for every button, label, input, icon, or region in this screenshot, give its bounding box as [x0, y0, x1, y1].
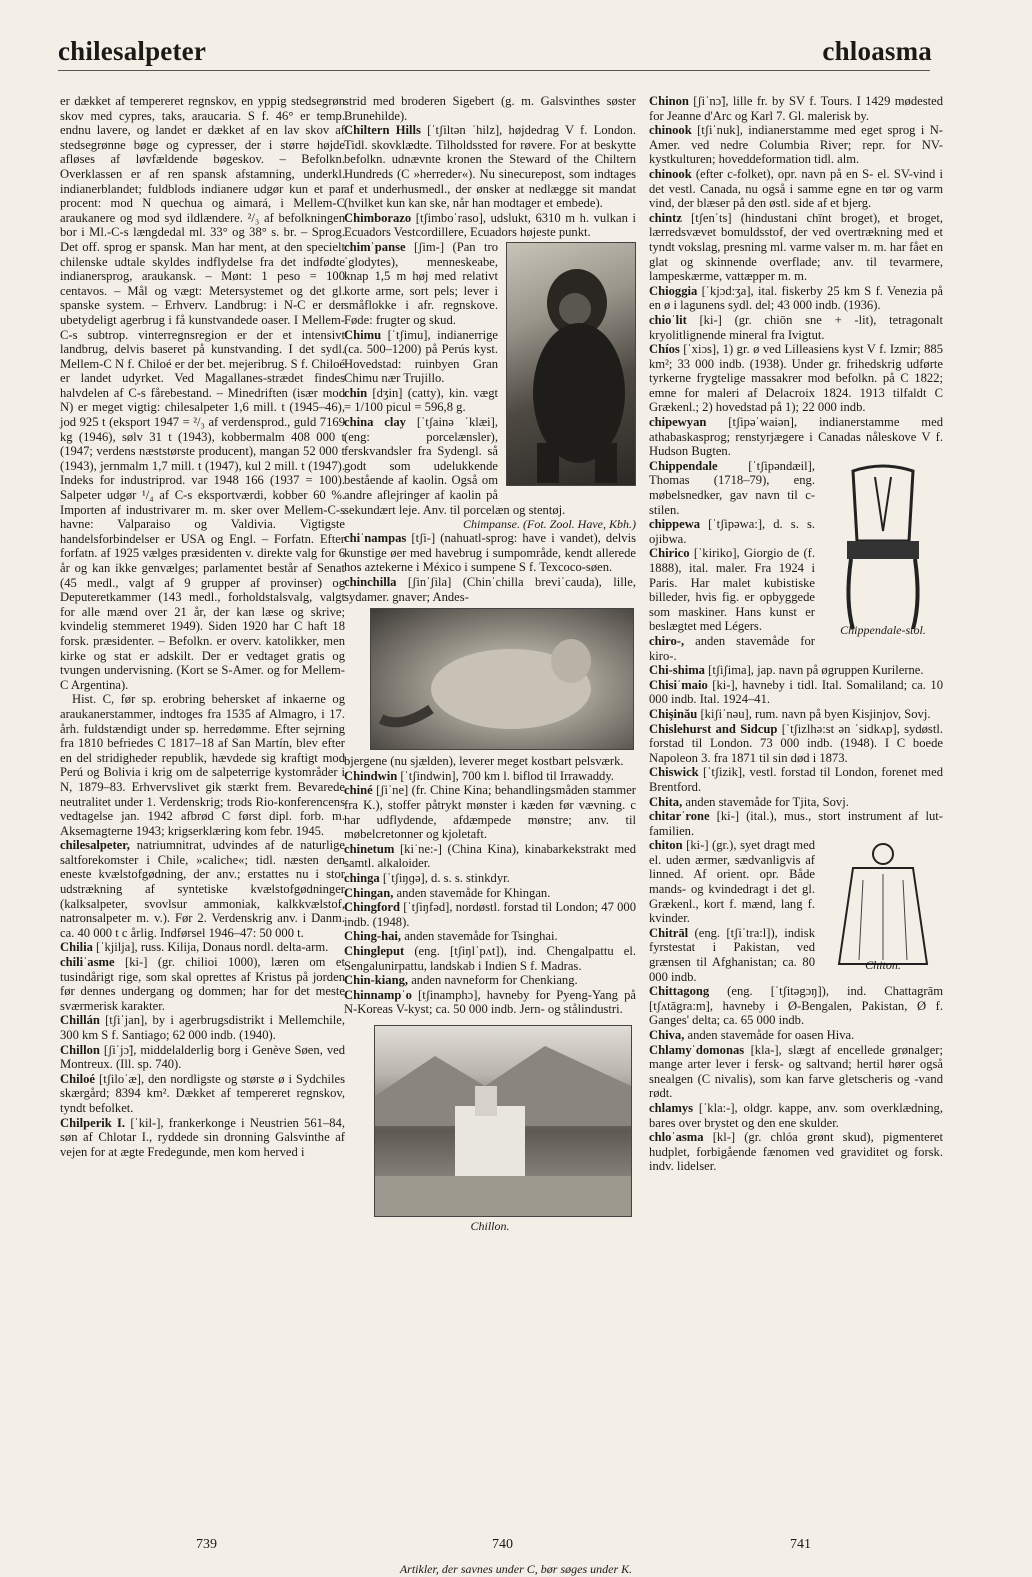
page-number-741: 741: [790, 1537, 811, 1552]
headword: Chinon: [649, 94, 689, 108]
entry-chinga: chinga [ˈtʃiŋɡə], d. s. s. stinkdyr.: [344, 870, 510, 885]
headword: chinetum: [344, 841, 395, 856]
entry-chisimaio: Chisiˈmaio [ki-], havneby i tidl. Ital. Somaliland; ca. 10 000 indb. Ital. 1924–41.: [649, 677, 943, 707]
entry-chios: Chíos [ˈxiɔs], 1) gr. ø ved Lilleasiens kyst V f. Izmir; 885 km²; 33 000 indb. (1938). Under gr. frihedskrig udførte tyrkerne frygtelige massakrer mod befolkn. på C 1822; emne for maleri af Delacroix 1824. 1913 tilfaldt C Grækenl.; 2) hovedstad på 1); 22 000 indb.: [649, 342, 943, 415]
entry-chiva: Chiva, anden stavemåde for oasen Hiva.: [649, 1028, 855, 1042]
headword: Chillán: [60, 1013, 100, 1028]
headword: Chirico: [649, 546, 690, 561]
entry-chilia: Chilia [ˈkjilja], russ. Kilija, Donaus nordl. delta-arm.: [60, 940, 329, 955]
column-2: [344, 94, 636, 1233]
entry-chiloe: Chiloé [tʃiloˈæ], den nordligste og største ø i Sydchiles skærgård; 8394 km². Dækket af tempereret regnskov, tyndt befolket.: [60, 1071, 345, 1115]
chippendale-caption: Chippendale-stol.: [840, 622, 926, 637]
entry-chippewa: chippewa [ˈtʃipəwa:], d. s. s. ojibwa.: [649, 517, 815, 546]
entry-chislehurst: Chislehurst and Sidcup [ˈtʃizlhə:st ən ˈsidkʌp], sydøstl. forstad til London. 73 000 indb. (1948). I C boede Napoleon 3. fra 1871 til sin død i 1873.: [649, 721, 943, 765]
headword: Chiva,: [649, 1028, 685, 1042]
headword: Chişinău: [649, 706, 698, 721]
running-head-right: chloasma: [822, 36, 932, 66]
headword: Chilia: [60, 940, 93, 955]
entry-chitral: Chitrāl (eng. [tʃiˈtra:l]), indisk fyrstestat i Pakistan, ved grænsen til Afghanistan; ca. 80 000 indb.: [649, 925, 815, 984]
headword: Chlamyˈdomonas: [649, 1042, 745, 1057]
headword: chiné: [344, 783, 373, 798]
entry-chinook-people: chinook [tʃiˈnuk], indianerstamme med eget sprog i N-Amer. ved nedre Columbia River; repr. for NV-kystkulturen; hoveddeformation tidl. alm.: [649, 123, 943, 167]
headword: chitarˈrone: [649, 809, 710, 824]
page-footer-note: Artikler, der savnes under C, bør søges under K.: [399, 1562, 633, 1576]
column-3: [649, 94, 943, 1174]
entry-chirico: Chirico [ˈkiriko], Giorgio de (f. 1888), ital. maler. Fra 1924 i Paris. Har malet kubistiske billeder, hvis fig. er opbyggede som maskiner. Hans kunst er beslægtet med Légers.: [649, 546, 815, 634]
entry-paragraph: er dækket af tempereret regnskov, en yppig stedsegrøn skov med cypres, taks, araucaria. S f. 46° er temp. endnu lavere, og landet er dækket af en lav skov af stedsegrønne bøge og cypresser, der i større højde afløses af løvfældende bøgeskov. – Befolkn. Overklassen er af ren spansk afstamning, underkl. indianerblandet; fuldblods indianere udgør kun et par procent: mod N quechua og aimará, i Mellem-C araukanere og mod syd ildlændere. ²/₃ af befolkningen bor i Ml.-C-s længdedal ml. 33° og 38° s. br. – Sprog. Det off. sprog er spansk. Man har ment, at den specielt chilenske udtale skyldes indflydelse fra det indfødte indianersprog, araukansk. – Mønt: 1 peso = 100 centavos. – Mål og vægt: Metersystemet og det gl. spanske system. – Erhverv. Landbrug: i N-C er der ubetydeligt agerbrug i få kunstvandede oaser. I Mellem-C-s subtrop. vinterregnsregion er der et intensivt landbrug, delvis baseret på kunstvanding. I det sydl. Mellem-C N f. Chiloé er der bet. mejeribrug. S f. Chiloé er landet udyrket. Ved Magallanes-strædet findes halvdelen af C-s fårebestand. – Minedriften (især mod N) er meget vigtig: chilesalpeter 1,6 mill. t (1945–46), jod 925 t (eksport 1947 = ²/₃ af verdensprod., guld 7169 kg (1946), sølv 31 t (1943), kobbermalm 408 000 t (1947; verdens næststørste producent), mangan 52 000 t (1943), jernmalm 1,7 mill. t (1947), kul 2 mill. t (1947). Indeks for industriprod. var 1948 166 (1937 = 100). Salpeter udgør ¹/₄ af C-s eksportværdi, kobber 60 %. Importen af industrivarer m. m. sker over Mellem-C-s havne: Valparaiso og Valdivia. Vigtigste handelsforbindelser er USA og Engl. – Forfatn. Efter forfatn. af 1925 vælges præsidenten v. direkte valg for 6 år og kan ikke genvælges; parlamentet består af Senat (45 medl., valgt af 9 grupper af provinser) og Deputeretkammer (143 medl., forholdstalsvalg, valgt for alle mænd over 21 år, der kan læse og skrive; kvindelig stemmeret 1949). Siden 1920 har C haft 18 forsk. præsidenter. – Befolkn. er overv. katolikker, men kirke og stat er adskilt. Der er vedtaget gratis og tvungen undervisning. (Kort se S-Amer. og for Mellem-C Argentina).: [60, 94, 345, 692]
entry-chiswick: Chiswick [ˈtʃizik], vestl. forstad til London, forenet med Brentford.: [649, 765, 943, 794]
chillon-figure-icon: [375, 1026, 631, 1216]
chiton-caption: Chiton.: [865, 958, 901, 973]
headword: Chi-shima: [649, 663, 705, 678]
entry-chinampas: chiˈnampas [tʃi-] (nahuatl-sprog: have i vandet), delvis kunstige øer med havebrug i sumpområde, kendt allerede hos aztekerne i México i sumpene S f. Texcoco-søen.: [344, 531, 636, 575]
headword: chinchilla: [344, 575, 397, 589]
entry-chingleput: Chingleput (eng. [tʃiŋlˈpʌt]), ind. Chengalpattu el. Sengalunirpattu, landskab i Indien S f. Madras.: [344, 943, 636, 973]
headword: chipewyan: [649, 415, 707, 430]
chiton-illustration: [823, 840, 943, 972]
headword: Chimborazo: [344, 210, 412, 225]
headword: Chippendale: [649, 458, 718, 473]
headword: Chilperik I.: [60, 1115, 126, 1130]
page-number-739: 739: [196, 1537, 217, 1552]
entry-chintz: chintz [tʃenˈts] (hindustani chīnt broget), et broget, lærredsvævet bomuldsstof, der ved overtrækning med et tyndt vokslag, presning ml. varme valser m. m. har fået en glat og skinnende overflade; anv. til tevarmere, lampeskærme, vattæpper m. m.: [649, 210, 943, 284]
entry-chillan: Chillán [tʃiˈjan], by i agerbrugsdistrikt i Mellemchile, 300 km S f. Santiago; 62 000 indb. (1940).: [60, 1013, 345, 1042]
headword: Chiswick: [649, 765, 699, 780]
chimpanzee-figure-icon: [507, 243, 635, 485]
headword: Ching-hai,: [344, 929, 402, 944]
headword: chiˈnampas: [344, 531, 407, 546]
chimpanzee-photo: [506, 242, 636, 486]
headword: Chioggia: [649, 283, 698, 298]
entry-china-clay: china clay [ˈtʃainə ˈklæi], (eng: porcelænsler), ferskvandsler fra Sydengl. så godt som udelukkende bestående af kaolin. Også om andre afleјringer af kaolin på sekundært leje. Anv. til porcelæn og stentøj.: [344, 415, 566, 517]
chippendale-chair-illustration: [823, 461, 943, 637]
chillon-caption: Chillon.: [470, 1218, 510, 1233]
entry-chinetum: chinetum [kiˈne:-] (China Kina), kinabarkekstrakt med samtl. alkaloider.: [344, 841, 636, 871]
entry-chisinau: Chişinău [kiʃiˈnəu], rum. navn på byen Kisjinjov, Sovj.: [649, 706, 931, 721]
entry-paragraph: Hist. C, før sp. erobring behersket af inkaerne og araukanerstammer, indtoges fra 1535 af Almagro, i 17. årh. fuldstændigt under sp. herredømme. Efter sejrning fra 1810 befriedes C 1817–18 af San Martín, blev efter en del stridigheder republik, hævdede sig kraftigt mod Perú og Bolivia i krig om de salpeterrige kystområder i N, 1879–83. Erhvervslivet gik stærkt frem. Bevarede neutralitet under 1. Verdenskrig; trods Rio-konferencens vedtagelse jan. 1942 afbrød C først dipl. forb. m. Aksemagterne 1943; krigserklæring kom febr. 1945.: [60, 692, 345, 838]
entry-chlamys: chlamys [ˈkla:-], oldgr. kappe, anv. som overklædning, bares over brystet og den ene skulder.: [649, 1100, 943, 1130]
entry-chita: Chita, anden stavemåde for Tjita, Sovj.: [649, 794, 849, 809]
entry-chippendale: Chippendale [ˈtʃipəndæil], Thomas (1718–79), eng. møbelsnedker, gav navn til c-stilen.: [649, 458, 815, 517]
entry-chingan: Chingan, anden stavemåde for Khingan.: [344, 885, 551, 900]
entry-chingford: Chingford [ˈtʃiŋfəd], nordøstl. forstad til London; 47 000 indb. (1948).: [344, 900, 636, 929]
headword: Chingleput: [344, 943, 405, 958]
headword: chinook: [649, 123, 692, 138]
headword: chintz: [649, 210, 682, 225]
entry-ching-hai: Ching-hai, anden stavemåde for Tsinghai.: [344, 929, 558, 944]
headword: Chitrāl: [649, 925, 689, 940]
headword: chioˈlit: [649, 312, 687, 327]
chinchilla-figure-icon: [371, 609, 633, 749]
entry-chillon: Chillon [ʃiˈjɔ̃], middelalderlig borg i Genève Søen, ved Montreux. (Ill. sp. 740).: [60, 1042, 345, 1072]
entry-chi-shima: Chi-shima [tʃiʃima], jap. navn på øgruppen Kurilerne.: [649, 663, 924, 678]
headword: chin: [344, 385, 368, 400]
headword: chlamys: [649, 1100, 694, 1115]
headword: Chislehurst and Sidcup: [649, 721, 778, 736]
headword: Chin-kiang,: [344, 973, 409, 988]
entry-chiton: chiton [ki-] (gr.), syet dragt med el. uden ærmer, sædvanligvis af linned. Af orient. opr. Både mands- og kvindedragt i det gl. Grækenl., kort f. mænd, lang f. kvinder.: [649, 838, 815, 926]
chair-icon: [823, 461, 943, 637]
entry-chilesalpeter: chilesalpeter, natriumnitrat, udvindes af de naturlige saltforekomster i Chile, »caliche«; tidl. næsten den eneste kvælstofgødning, der anv.; erstattes nu i stor udstrækning af syntetiske kvælstofgødninger (kalksalpeter, svovlsur ammoniak, kalkkvælstof, natronsalpeter m. v.). Før 2. Verdenskrig anv. i Danm. ca. 40 000 t c årlig. Indførsel 1946–47: 50 000 t.: [60, 838, 345, 940]
headword: Chindwin: [344, 768, 398, 783]
headword: chiro-,: [649, 633, 685, 648]
entry-chiro: chiro-, anden stavemåde for kiro-.: [649, 633, 815, 663]
headword: chinga: [344, 870, 380, 885]
entry-chinchilla-cont: bjergene (nu sjælden), leverer meget kostbart pelsværk.: [344, 754, 624, 769]
entry-chimborazo: Chimborazo [tʃimboˈraso], udslukt, 6310 m h. vulkan i Ecuadors Vestcordillere, Ecuadors højeste punkt.: [344, 210, 636, 240]
headword: Chillon: [60, 1042, 100, 1057]
headword: chilesalpeter,: [60, 838, 130, 853]
headword: Chittagong: [649, 984, 710, 999]
page-number-740: 740: [492, 1537, 513, 1552]
headword: Chinnampˈo: [344, 987, 412, 1002]
headword: Chiloé: [60, 1071, 95, 1086]
headword: Chisiˈmaio: [649, 677, 708, 692]
headword: Chingford: [344, 900, 400, 915]
entry-chloasma: chloˈasma [kl-] (gr. chlóa grønt skud), pigmenteret hudplet, forbigående fænomen ved graviditet og forsk. indv. lidelser.: [649, 1130, 943, 1174]
header-rule: [58, 70, 930, 71]
headword: Chíos: [649, 342, 680, 357]
entry-chin-kiang: Chin-kiang, anden navneform for Chenkiang.: [344, 973, 578, 988]
entry-chiltern-hills: Chiltern Hills [ˈtʃiltən ˈhilz], højdedrag V f. London. Tidl. skovklædte. Tilholdssted for røvere. For at beskytte befolkn. udnævnte kronen the Steward of the Chiltern Hundreds (C »herreder«). Nu sinecurepost, som indtages af et underhusmedl., der ønsker at nedlægge sit mandat (hvilket kun kan ske, når han modtager et embede).: [344, 123, 636, 211]
headword: china clay: [344, 415, 406, 430]
entry-chioggia: Chioggia [ˈkjɔd:ʒa], ital. fiskerby 25 km S f. Venezia på en ø i lagunens sydl. del; 43 000 indb. (1936).: [649, 283, 943, 313]
entry-chilperik: Chilperik I. [ˈkil-], frankerkonge i Neustrien 561–84, søn af Chlotar I., ryddede sin dronning Galsvinthe af vejen for at ægte Fredegunde, men kom herved i: [60, 1115, 346, 1159]
entry-chimpanse: chimˈpanse [ʃim-] (Pan troˈglodytes), menneskeabe, knap 1,5 m høj med relativt korte arme, sort pels; lever i småflokke i afr. regnskove. Føde: frugter og skud.: [344, 239, 498, 327]
entry-chin: chin [dʒin] (catty), kin. vægt = 1/100 picul = 596,8 g.: [344, 385, 498, 415]
headword: chiliˈasme: [60, 955, 115, 970]
chillon-photo: [374, 1025, 632, 1217]
entry-chittagong: Chittagong (eng. [ˈtʃitəgɔŋ]), ind. Chattagrām [tʃʌtāgra:m], havneby i Ø-Bengalen, Pakistan, Ø f. Ganges' delta; ca. 65 000 indb.: [649, 984, 943, 1028]
running-head-left: chilesalpeter: [58, 36, 207, 66]
entry-chinchilla: chinchilla [ʃinˈʃila] (Chinˈchilla breviˈcauda), lille, sydamer. gnaver; Andes-: [344, 575, 636, 604]
entry-chiolit: chioˈlit [ki-] (gr. chiōn sne + -lit), tetragonalt kryolitlignende mineral fra Ivigtut.: [649, 312, 943, 342]
headword: Chingan,: [344, 885, 394, 900]
entry-chinnampo: Chinnampˈo [tʃinamphɔ], havneby for Pyeng-Yang på N-Koreas V-kyst; ca. 50 000 indb. Jern- og stålindustri.: [344, 987, 636, 1017]
chinchilla-photo: [370, 608, 634, 750]
entry-continuation: strid med broderen Sigebert (g. m. Galsvinthes søster Brunehilde).: [344, 94, 636, 123]
entry-chimu: Chimu [ˈtʃimu], indianerrige (ca. 500–1200) på Perús kyst. Hovedstad: ruinbyen Gran Chimu nær Trujillo.: [344, 327, 498, 386]
headword: chinook: [649, 166, 692, 181]
headword: chimˈpanse: [344, 239, 406, 254]
entry-chiliasme: chiliˈasme [ki-] (gr. chilioi 1000), læren om et tusindårigt rige, som skal oprettes af Kristus på jorden før dennes undergang og dommen; har for det meste sværmerisk karakter.: [60, 955, 345, 1013]
chimpanzee-caption: Chimpanse. (Fot. Zool. Have, Kbh.): [463, 517, 636, 532]
headword: Chimu: [344, 327, 382, 342]
entry-chine: chiné [ʃiˈne] (fr. Chine Kina; behandlingsmåden stammer fra K.), stoffer påtrykt mønster i kæden før vævning. c har udflydende, afdæmpede mønstre; anv. til møbelcretonner og kjoletaft.: [344, 783, 636, 842]
entry-chlamydomonas: Chlamyˈdomonas [kla-], slægt af encellede grønalger; mange arter lever i fersk- og saltvand; hertil hører også snealgen (C nivalis), som kan farve gletscheris og -vand rødt.: [649, 1042, 943, 1101]
headword: chippewa: [649, 517, 701, 532]
entry-chipewyan: chipewyan [tʃipəˈwaiən], indianerstamme med athabaskasprog; renstyrjægere i Canadas nåleskove V f. Hudson Bugten.: [649, 415, 943, 459]
headword: Chiltern Hills: [344, 123, 421, 138]
headword: chloˈasma: [649, 1130, 704, 1145]
entry-chindwin: Chindwin [ˈtʃindwin], 700 km l. biflod til Irrawaddy.: [344, 768, 614, 783]
headword: Chita,: [649, 794, 683, 809]
entry-chinook-wind: chinook (efter c-folket), opr. navn på en S- el. SV-vind i det vestl. Canada, nu også i samme egne en tør og varm vind, der blæser på den østl. side af et bjerg.: [649, 166, 943, 211]
entry-chitarrone: chitarˈrone [ki-] (ital.), mus., stort instrument af lut-familien.: [649, 809, 943, 838]
entry-chinon: Chinon [ʃiˈnɔ̃], lille fr. by SV f. Tours. I 1429 mødested for Jeanne d'Arc og Karl 7. Gl. malerisk by.: [649, 94, 943, 123]
headword: chiton: [649, 838, 683, 853]
column-1: [60, 94, 345, 1159]
chiton-garment-icon: [823, 840, 943, 972]
